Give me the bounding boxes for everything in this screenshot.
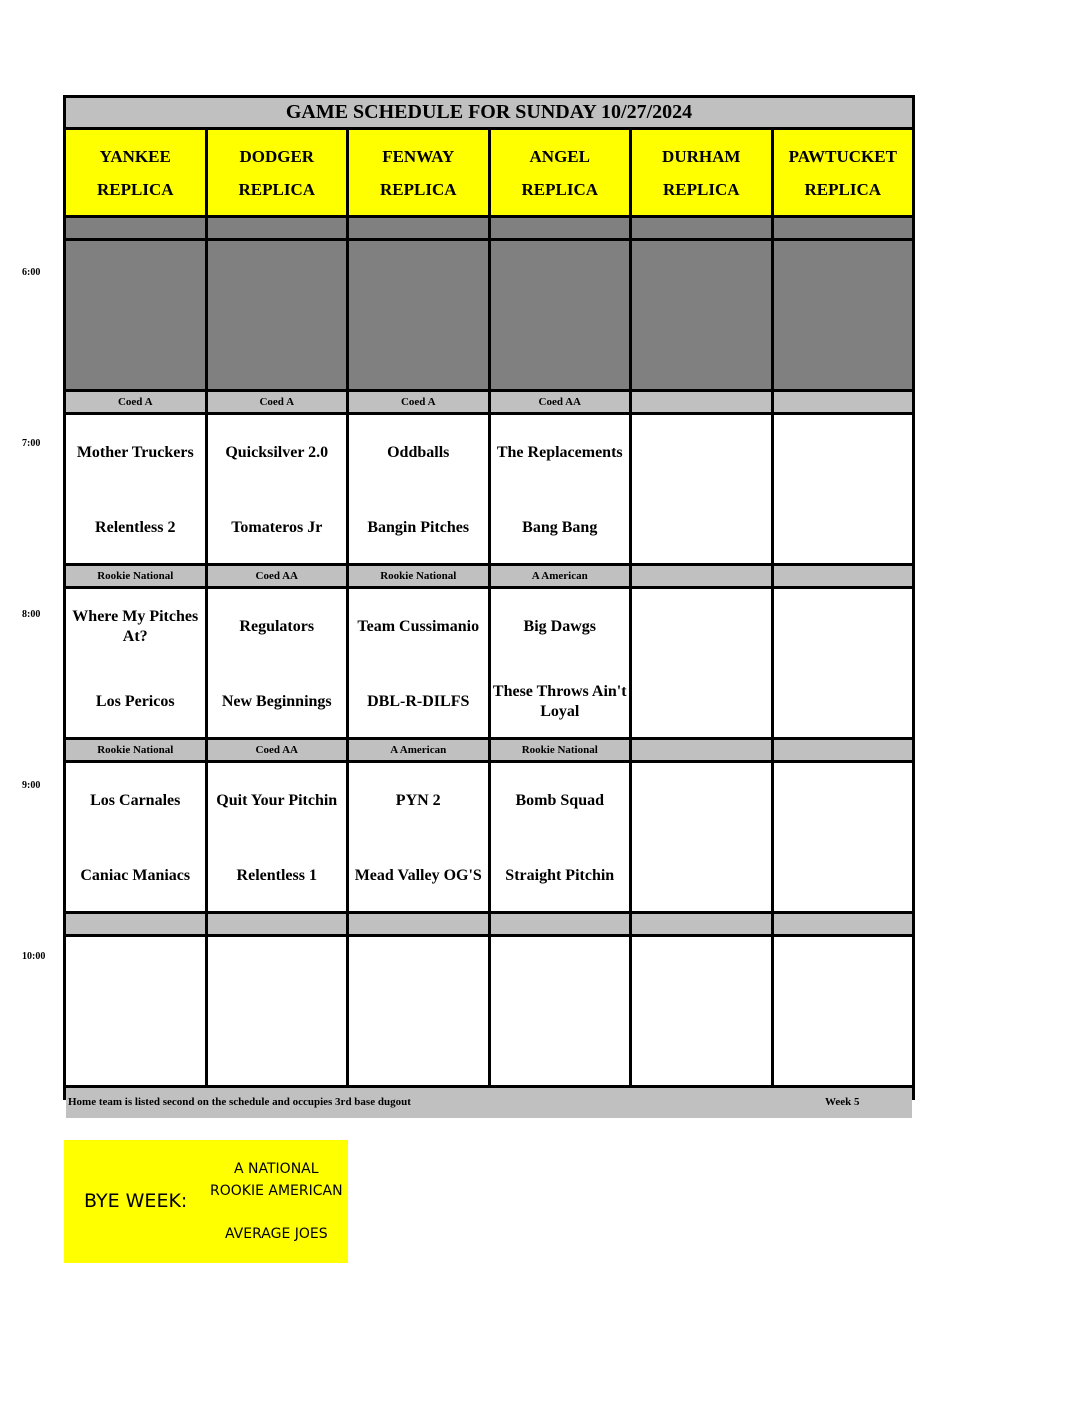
field-name: DURHAM <box>662 147 741 166</box>
division-label <box>491 914 630 934</box>
away-team: Quit Your Pitchin <box>216 792 338 809</box>
division-label <box>774 914 913 934</box>
game-cell <box>774 415 913 563</box>
time-label: 6:00 <box>22 267 41 278</box>
game-cell <box>66 937 205 1085</box>
home-team <box>776 854 911 898</box>
game-cell <box>774 763 913 911</box>
blocked-spacer <box>208 218 347 238</box>
bye-team: AVERAGE JOES <box>225 1226 328 1242</box>
home-team <box>634 854 769 898</box>
game-cell <box>66 589 205 737</box>
home-team: New Beginnings <box>221 693 332 710</box>
division-label: A American <box>349 740 488 760</box>
division-label: Rookie National <box>491 740 630 760</box>
home-team <box>634 506 769 550</box>
bye-week-box <box>64 1140 348 1263</box>
blocked-slot <box>208 241 347 389</box>
game-cell <box>632 589 771 737</box>
blocked-spacer <box>491 218 630 238</box>
division-label: Coed A <box>349 392 488 412</box>
blocked-slot <box>774 241 913 389</box>
blocked-slot <box>632 241 771 389</box>
home-team: These Throws Ain't Loyal <box>492 683 627 720</box>
division-label: A American <box>491 566 630 586</box>
bye-week-label: BYE WEEK: <box>84 1190 188 1212</box>
field-header <box>66 130 205 215</box>
division-label <box>774 392 913 412</box>
division-label <box>774 566 913 586</box>
schedule-table <box>63 95 915 1108</box>
time-label: 7:00 <box>22 438 41 449</box>
field-name: YANKEE <box>99 147 171 166</box>
division-label <box>774 740 913 760</box>
home-team: Caniac Maniacs <box>80 867 191 884</box>
game-cell <box>491 415 630 563</box>
division-label <box>349 914 488 934</box>
field-name: DODGER <box>239 147 315 166</box>
field-subtitle: REPLICA <box>521 180 598 199</box>
away-team: Where My Pitches At? <box>72 608 199 645</box>
game-cell <box>774 589 913 737</box>
game-cell <box>208 415 347 563</box>
away-team <box>634 605 769 649</box>
division-label <box>632 566 771 586</box>
blocked-slot <box>66 241 205 389</box>
home-team: Tomateros Jr <box>231 519 323 536</box>
away-team: Mother Truckers <box>76 444 194 461</box>
game-cell <box>632 763 771 911</box>
field-header <box>208 130 347 215</box>
away-team: The Replacements <box>496 444 623 461</box>
away-team: Regulators <box>239 618 315 635</box>
field-name: PAWTUCKET <box>788 147 897 166</box>
field-subtitle: REPLICA <box>96 180 174 199</box>
game-cell <box>349 589 488 737</box>
game-cell <box>349 937 488 1085</box>
away-team: PYN 2 <box>395 792 441 809</box>
away-team: Los Carnales <box>90 792 181 809</box>
field-subtitle: REPLICA <box>379 180 457 199</box>
home-team: Mead Valley OG'S <box>354 867 482 884</box>
home-team <box>776 680 911 724</box>
field-name: ANGEL <box>529 147 590 166</box>
footer-note: Home team is listed second on the schedule and occupies 3rd base dugout <box>68 1096 411 1108</box>
blocked-slot <box>491 241 630 389</box>
home-team: Bang Bang <box>522 519 598 536</box>
away-team: Bomb Squad <box>515 792 604 809</box>
home-team: Relentless 2 <box>95 519 176 536</box>
field-subtitle: REPLICA <box>662 180 740 199</box>
game-cell <box>66 763 205 911</box>
game-cell <box>632 937 771 1085</box>
home-team: Los Pericos <box>95 693 175 710</box>
home-team <box>776 506 911 550</box>
away-team <box>776 779 911 823</box>
division-label <box>632 392 771 412</box>
field-header <box>491 130 630 215</box>
division-label: Coed A <box>208 392 347 412</box>
blocked-spacer <box>774 218 913 238</box>
home-team: Bangin Pitches <box>367 519 470 536</box>
game-cell <box>632 415 771 563</box>
division-label: Rookie National <box>66 566 205 586</box>
division-label: Rookie National <box>349 566 488 586</box>
division-label <box>632 740 771 760</box>
division-label: Coed A <box>66 392 205 412</box>
home-team: DBL-R-DILFS <box>367 693 470 710</box>
schedule-title: GAME SCHEDULE FOR SUNDAY 10/27/2024 <box>66 98 912 127</box>
game-cell <box>349 415 488 563</box>
division-label: Coed AA <box>208 740 347 760</box>
blocked-spacer <box>349 218 488 238</box>
division-label <box>208 914 347 934</box>
division-label <box>66 914 205 934</box>
division-label <box>632 914 771 934</box>
away-team <box>776 431 911 475</box>
home-team: Relentless 1 <box>236 867 317 884</box>
away-team: Big Dawgs <box>523 618 596 635</box>
game-cell <box>208 763 347 911</box>
away-team: Oddballs <box>387 444 450 461</box>
away-team <box>634 431 769 475</box>
division-label: Rookie National <box>66 740 205 760</box>
home-team: Straight Pitchin <box>505 867 615 884</box>
game-cell <box>208 937 347 1085</box>
time-label: 9:00 <box>22 780 41 791</box>
game-cell <box>491 937 630 1085</box>
bye-team: A NATIONAL <box>234 1161 319 1177</box>
field-subtitle: REPLICA <box>238 180 315 199</box>
field-header <box>632 130 771 215</box>
week-label: Week 5 <box>825 1096 860 1108</box>
field-name: FENWAY <box>382 147 455 166</box>
blocked-slot <box>349 241 488 389</box>
field-header <box>349 130 488 215</box>
away-team <box>634 779 769 823</box>
home-team <box>634 680 769 724</box>
blocked-spacer <box>632 218 771 238</box>
field-subtitle: REPLICA <box>804 180 881 199</box>
time-label: 10:00 <box>22 951 46 962</box>
schedule-footer <box>66 1088 912 1118</box>
game-cell <box>66 415 205 563</box>
division-label: Coed AA <box>208 566 347 586</box>
bye-team: ROOKIE AMERICAN <box>210 1183 343 1199</box>
game-cell <box>774 937 913 1085</box>
away-team: Team Cussimanio <box>357 618 480 635</box>
time-column <box>0 0 62 1100</box>
field-header <box>774 130 913 215</box>
game-cell <box>491 589 630 737</box>
game-cell <box>491 763 630 911</box>
division-label: Coed AA <box>491 392 630 412</box>
game-cell <box>208 589 347 737</box>
time-label: 8:00 <box>22 609 41 620</box>
away-team <box>776 605 911 649</box>
away-team: Quicksilver 2.0 <box>225 444 329 461</box>
blocked-spacer <box>66 218 205 238</box>
game-cell <box>349 763 488 911</box>
